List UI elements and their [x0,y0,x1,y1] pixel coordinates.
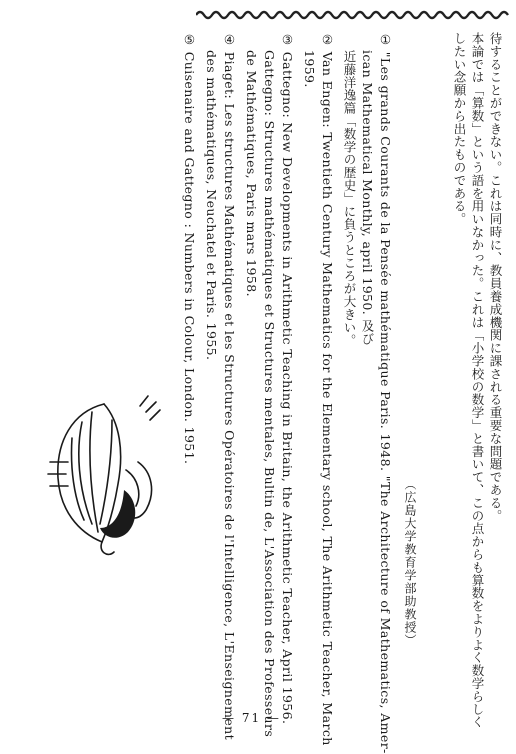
reference-text: de Mathématiques, Paris mars 1958. [244,50,259,297]
reference-text: Piaget: Les structures Mathématiques et les Structures Opératoires de l'Intelligence, L'Enseignement [222,51,237,741]
paragraph-line: したい念願から出たものである。 [452,32,467,226]
reference-item [377,32,393,754]
reference-number: ① [378,32,393,48]
reference-text: ican Mathematical Monthly, april 1950. 及び [360,50,375,346]
author-affiliation: （広島大学教育学部助教授） [403,478,417,647]
reference-number: ② [320,32,335,48]
reference-text: "Les grands Courants de la Pensée mathématique Paris. 1948. "The Architecture of Mathematics, Amer- [378,51,393,754]
reference-number: ⑤ [182,32,197,48]
reference-item [181,32,197,464]
decorative-illustration [42,392,166,562]
reference-text: Van Engen: Twentieth Century Mathematics for the Elementary school, The Arithmetic Teacher, March [320,51,335,746]
paragraph-line: 待することができない。これは同時に、教員養成機関に課される重要な問題である。 [488,32,503,523]
reference-text: Gattegno: New Developments in Arithmetic Teaching in Britain, the Arithmetic Teacher, April 1956. [280,51,295,725]
reference-number: ③ [280,32,295,48]
reference-item [279,32,295,724]
reference-item [221,32,237,740]
paragraph-line: 本論では「算数」という語を用いなかった。これは「小学校の数学」と書いて、この点からも算数をよりよく数学らしく [470,32,485,729]
page-number: — 71 — [222,711,281,725]
reference-item [319,32,335,746]
reference-text: Gattegno: Structures mathématiques et Structures mentales, Bultin de, L'Association des Professeurs [262,50,277,738]
reference-text: 近藤洋逸篇「数学の歴史」に負うところが大きい。 [342,50,357,347]
wavy-border [196,8,512,22]
reference-number: ④ [222,32,237,48]
reference-text: des mathématiques, Neuchatel et Paris. 1955. [204,50,219,361]
reference-text: Cuisenaire and Gattegno : Numbers in Colour, London. 1951. [182,51,197,465]
reference-text: 1959. [302,50,317,88]
